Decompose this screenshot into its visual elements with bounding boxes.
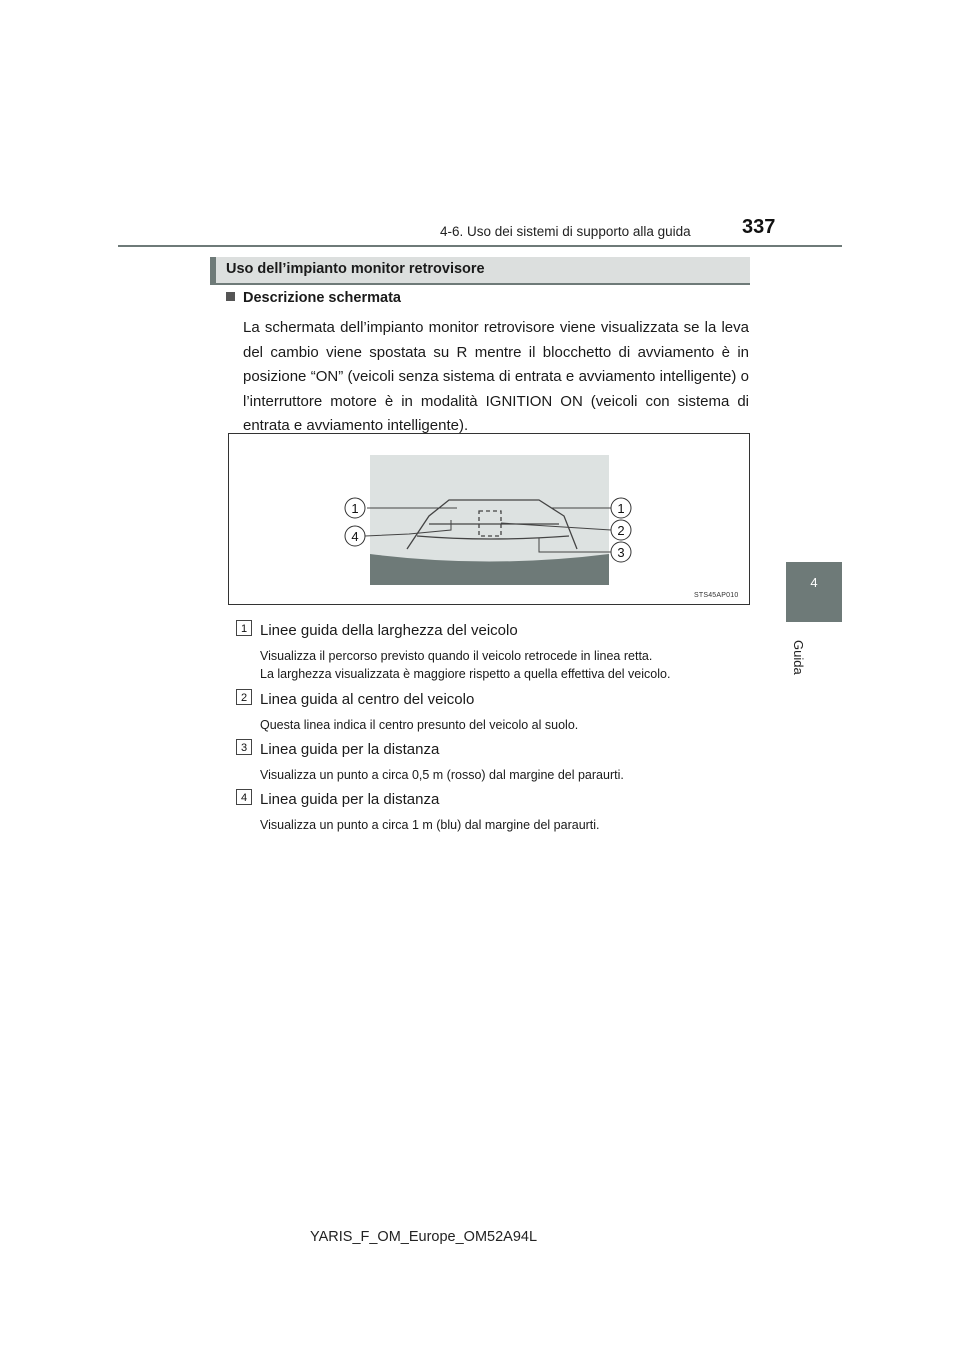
section-heading-bar — [210, 257, 216, 283]
callout-label-1-left: 1 — [351, 501, 359, 516]
item-title: Linee guida della larghezza del veicolo — [260, 622, 518, 639]
description-paragraph: La schermata dell’impianto monitor retrovisore viene visualizzata se la leva del cambio viene spostata su R mentre il blocchetto di avviamento è in posizione “ON” (veicoli senza sistema di entrata e avviamento intelligente) o l’interruttore motore è in modalità IGNITION ON (veicoli con sistema di entrata e avviamento intelligente). — [243, 319, 749, 434]
item-number-badge: 3 — [236, 739, 252, 755]
chapter-tab-number: 4 — [810, 575, 818, 590]
item-description: La larghezza visualizzata è maggiore rispetto a quella effettiva del veicolo. — [260, 667, 671, 681]
section-heading — [210, 257, 750, 285]
item-description: Visualizza il percorso previsto quando il veicolo retrocede in linea retta. — [260, 649, 653, 663]
chapter-tab — [786, 562, 842, 622]
section-heading-text: Uso dell’impianto monitor retrovisore — [226, 261, 485, 277]
callout-label-3: 3 — [617, 545, 625, 560]
item-title: Linea guida al centro del veicolo — [260, 691, 475, 708]
page-number: 337 — [742, 216, 776, 238]
item-number-badge: 2 — [236, 689, 252, 705]
rear-view-monitor-figure — [228, 433, 750, 605]
document-footer: YARIS_F_OM_Europe_OM52A94L — [310, 1229, 538, 1245]
callout-label-1-right: 1 — [617, 501, 625, 516]
monitor-illustration — [229, 434, 749, 604]
subheading — [226, 290, 401, 306]
square-bullet-icon — [226, 292, 235, 301]
item-number-badge: 1 — [236, 620, 252, 636]
item-title: Linea guida per la distanza — [260, 741, 440, 758]
running-header: 4-6. Uso dei sistemi di supporto alla guida — [440, 224, 691, 239]
chapter-label-text: Guida — [791, 640, 806, 675]
item-description: Visualizza un punto a circa 0,5 m (rosso) dal margine del paraurti. — [260, 768, 624, 782]
item-title: Linea guida per la distanza — [260, 791, 440, 808]
item-number-badge: 4 — [236, 789, 252, 805]
subheading-text: Descrizione schermata — [243, 290, 401, 306]
figure-code: STS45AP010 — [694, 592, 739, 599]
header-rule — [118, 245, 842, 247]
item-description: Visualizza un punto a circa 1 m (blu) dal margine del paraurti. — [260, 818, 600, 832]
callout-label-2: 2 — [617, 523, 625, 538]
callout-label-4: 4 — [351, 529, 359, 544]
chapter-label — [790, 640, 810, 680]
item-description: Questa linea indica il centro presunto del veicolo al suolo. — [260, 718, 579, 732]
